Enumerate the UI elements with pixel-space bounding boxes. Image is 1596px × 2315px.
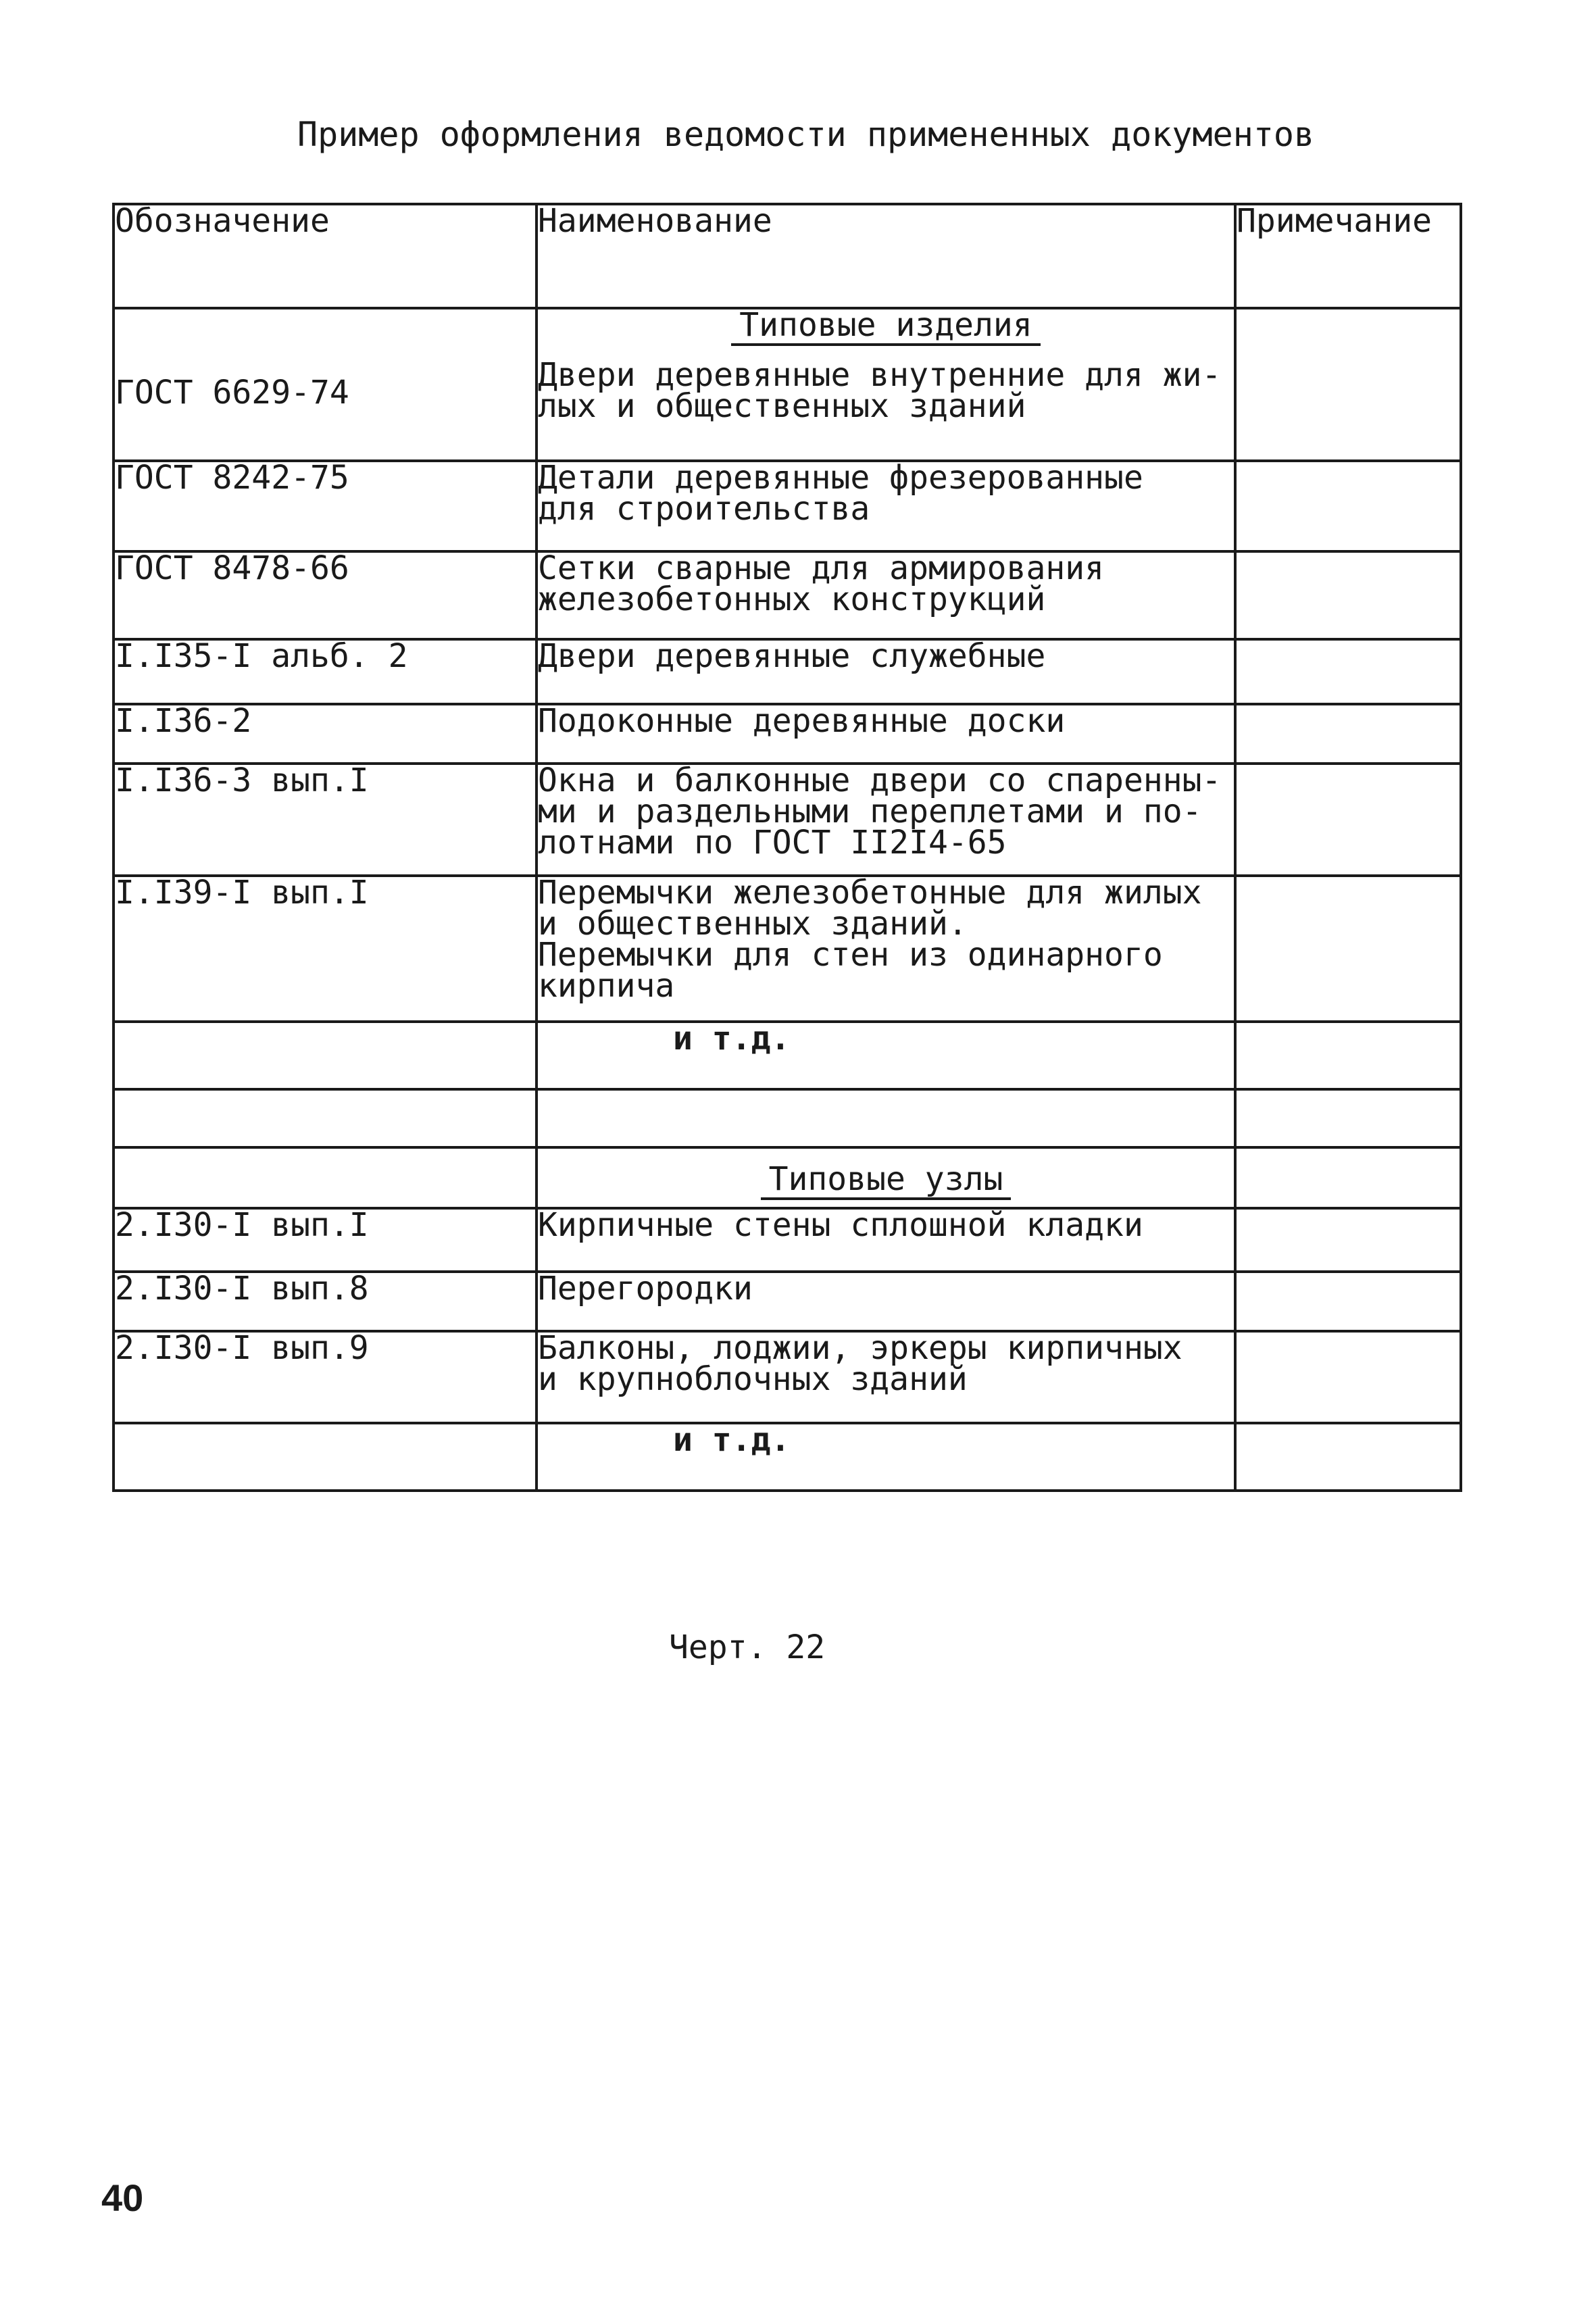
row-name: Перегородки [537, 1272, 1235, 1331]
row-code: I.I36-2 [114, 704, 537, 764]
row-note [1235, 1208, 1461, 1272]
row-note [1235, 1147, 1461, 1208]
row-name: Окна и балконные двери со спаренны- ми и раздельными переплетами и по- лотнами по ГОСТ II2I4-65 [537, 764, 1235, 876]
row-note [1235, 704, 1461, 764]
section-title-standard-nodes: Типовые узлы [537, 1147, 1235, 1208]
row-code: I.I36-3 вып.I [114, 764, 537, 876]
row-code: I.I35-I альб. 2 [114, 639, 537, 704]
table-row [114, 1272, 1461, 1331]
row-note [1235, 876, 1461, 1022]
row-note [1235, 764, 1461, 876]
page-number: 40 [101, 2176, 144, 2219]
table-row-empty [114, 1089, 1461, 1147]
table-row [114, 551, 1461, 639]
row-code [114, 1147, 537, 1208]
table-row [114, 1208, 1461, 1272]
header-note: Примечание [1235, 204, 1461, 308]
table-row [114, 764, 1461, 876]
row-name: Детали деревянные фрезерованные для строительства [537, 461, 1235, 551]
row-code: I.I39-I вып.I [114, 876, 537, 1022]
row-code [114, 1022, 537, 1089]
row-name [537, 1423, 1235, 1491]
row-name: Перемычки железобетонные для жилых и общественных зданий. Перемычки для стен из одинарного кирпича [537, 876, 1235, 1022]
row-name: Типовые изделия Двери деревянные внутренние для жи- лых и общественных зданий [537, 308, 1235, 461]
row-note [1235, 1423, 1461, 1491]
row-note [1235, 461, 1461, 551]
row-note [1235, 1022, 1461, 1089]
row-note [1235, 639, 1461, 704]
row-code: 2.I30-I вып.I [114, 1208, 537, 1272]
row-code: ГОСТ 8242-75 [114, 461, 537, 551]
table-row [114, 1331, 1461, 1423]
etc-text: и т.д. [673, 1421, 791, 1459]
table-row [114, 704, 1461, 764]
row-code [114, 1423, 537, 1491]
documents-table [112, 203, 1462, 1492]
table-row [114, 639, 1461, 704]
table-row [114, 1022, 1461, 1089]
row-code: ГОСТ 8478-66 [114, 551, 537, 639]
row-note [1235, 1331, 1461, 1423]
table-row [114, 461, 1461, 551]
table-row [114, 1147, 1461, 1208]
row-note [1235, 308, 1461, 461]
row-name: Сетки сварные для армирования железобетонных конструкций [537, 551, 1235, 639]
section-title-standard-products: Типовые изделия [538, 309, 1234, 346]
header-designation: Обозначение [114, 204, 537, 308]
row-note [1235, 1089, 1461, 1147]
table-header-row [114, 204, 1461, 308]
table-row [114, 1423, 1461, 1491]
row-code: 2.I30-I вып.9 [114, 1331, 537, 1423]
row-name [537, 1022, 1235, 1089]
etc-text: и т.д. [673, 1020, 791, 1057]
row-name: Подоконные деревянные доски [537, 704, 1235, 764]
row-name [537, 1089, 1235, 1147]
row-name: Кирпичные стены сплошной кладки [537, 1208, 1235, 1272]
row-name: Балконы, лоджии, эркеры кирпичных и крупноблочных зданий [537, 1331, 1235, 1423]
page-title: Пример оформления ведомости примененных документов [297, 115, 1315, 154]
row-code: ГОСТ 6629-74 [114, 308, 537, 461]
row-note [1235, 551, 1461, 639]
table-row [114, 308, 1461, 461]
table-row [114, 876, 1461, 1022]
row-name: Двери деревянные служебные [537, 639, 1235, 704]
header-name: Наименование [537, 204, 1235, 308]
row-code: 2.I30-I вып.8 [114, 1272, 537, 1331]
row-code [114, 1089, 537, 1147]
figure-caption: Черт. 22 [669, 1628, 826, 1666]
row-note [1235, 1272, 1461, 1331]
